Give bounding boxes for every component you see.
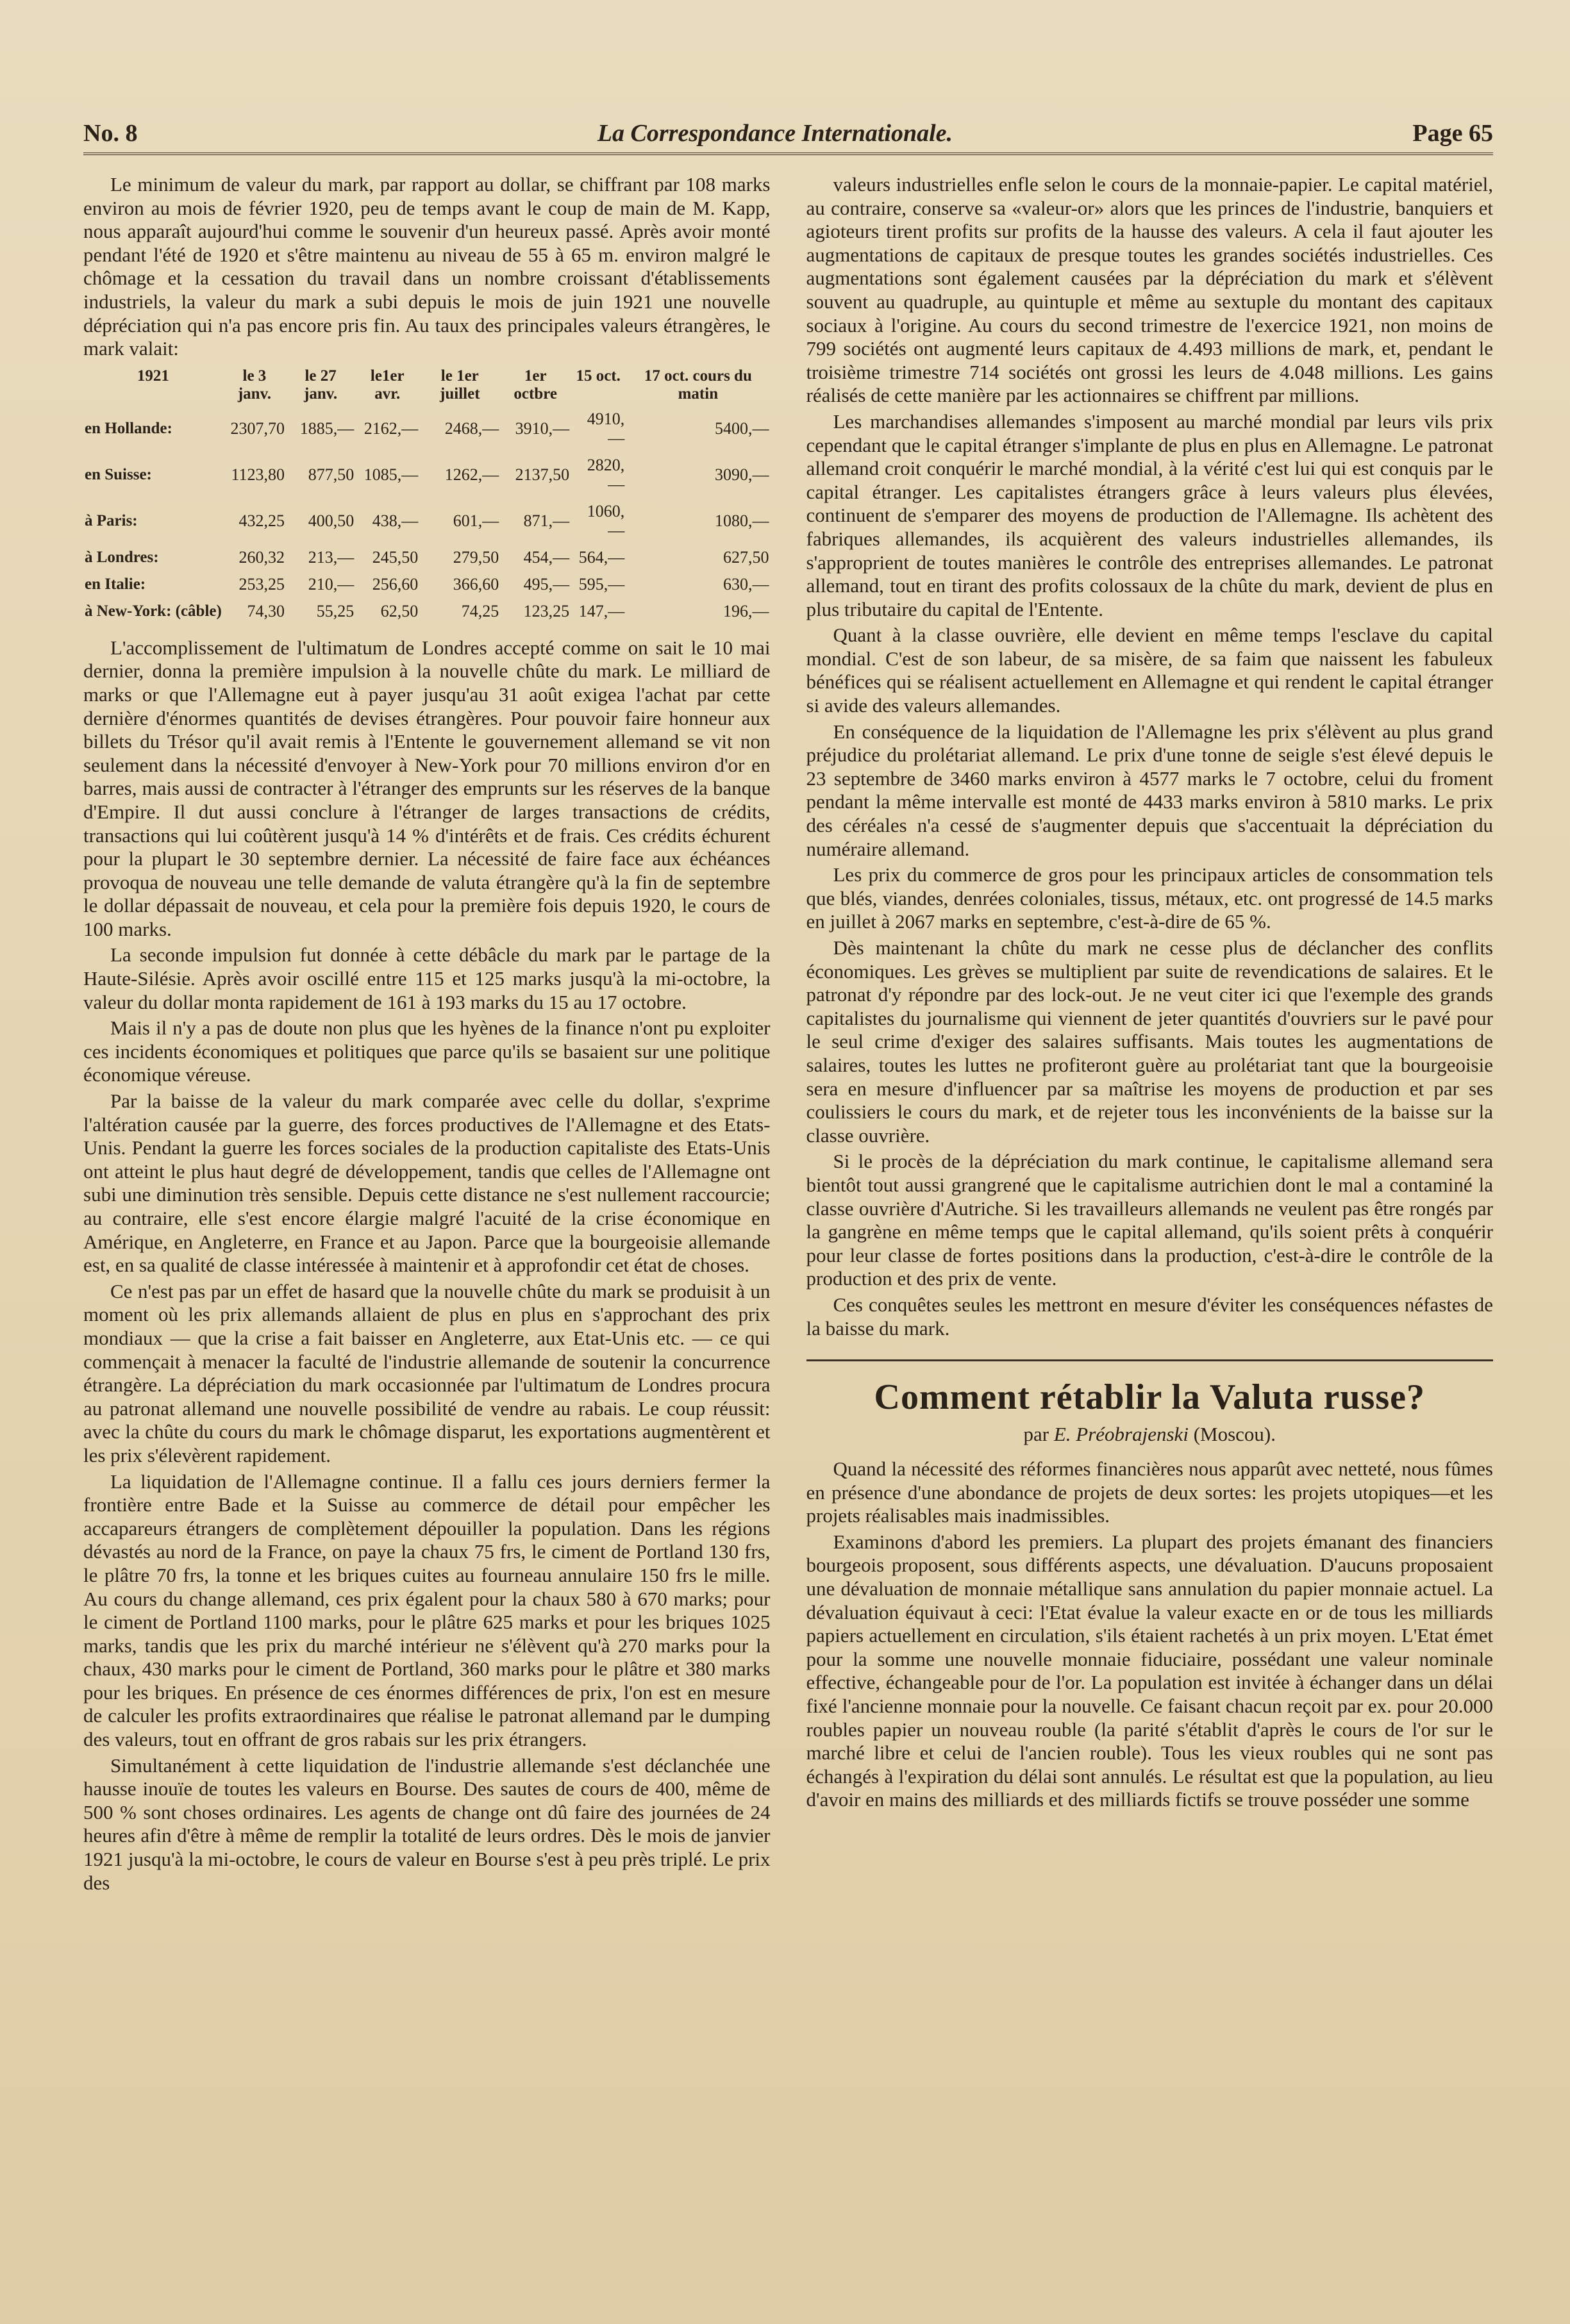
table-row — [83, 406, 771, 452]
table-cell: 438,— — [372, 511, 419, 530]
columns — [83, 173, 1493, 2286]
byline-prefix: par — [1023, 1423, 1049, 1446]
paragraph: Mais il n'y a pas de doute non plus que les hyènes de la finance n'ont pu exploiter ces incidents économiques et politiques que parce qu'ils se basaient sur une politique économique véreuse. — [83, 1017, 771, 1086]
paragraph: La seconde impulsion fut donnée à cette débâcle du mark par le partage de la Haute-Silésie. Après avoir oscillé entre 115 et 125 marks jusqu'à la mi-octobre, la valeur du dollar monta rapidement de 161 à 193 marks du 15 au 17 octobre. — [83, 943, 771, 1013]
table-cell: 564,— — [578, 547, 625, 567]
table-cell: 1123,80 — [231, 465, 285, 484]
article-title: Comment rétablir la Valuta russe? — [874, 1377, 1425, 1418]
table-cell: 366,60 — [453, 574, 499, 593]
table-cell: 454,— — [523, 547, 570, 567]
table-header: le 1er juillet — [440, 367, 480, 403]
issue-number: No. 8 — [83, 120, 138, 147]
table-cell: 213,— — [308, 547, 355, 567]
paragraph: En conséquence de la liquidation de l'Allemagne les prix s'élèvent au plus grand préjudice du prolétariat allemand. Le prix d'une tonne de seigle s'est élevé depuis le 23 septembre de 3460 marks environ à 4577 marks le 7 octobre, celui du froment pendant la même intervalle est monté de 4433 marks environ à 5810 marks. Le prix des céréales n'a cessé de s'augmenter depuis que s'accentuait la dépréciation du numéraire allemand. — [806, 720, 1493, 860]
paragraph: Le minimum de valeur du mark, par rapport au dollar, se chiffrant par 108 marks environ au mois de février 1920, peu de temps avant le coup de main de M. Kapp, nous apparaît aujourd'hui comme le souvenir d'un heureux passé. Après avoir monté pendant l'été de 1920 et s'être maintenu au niveau de 55 à 65 m. environ malgré le chômage et la cessation du travail dans un nombre croissant d'établissements industriels, la valeur du mark a subi depuis le mois de juin 1921 une nouvelle dépréciation qui n'a pas encore pris fin. Au taux des principales valeurs étrangères, le mark valait: — [83, 173, 771, 360]
paragraph: Les marchandises allemandes s'imposent au marché mondial par leurs vils prix cependant que le capital étranger s'implante de plus en plus en Allemagne. Le patronat allemand croit conquérir le marché mondial, à la vérité c'est lui qui est conquis par le capital étranger. Les capitalistes étrangers grâce à leurs valeurs plus élevées, continuent de s'emparer des moyens de production de l'Allemagne. Ils achètent des fabriques allemandes, ils acquièrent des valeurs industrielles allemandes, ils s'approprient de toutes manières le contrôle des entreprises allemandes. Le patronat allemand, tout en tirant des profits colossaux de la chûte du mark, devient de plus en plus tributaire du capital de l'Entente. — [806, 410, 1493, 620]
table-cell: 2162,— — [363, 419, 419, 438]
header-rule — [83, 153, 1493, 155]
row-label: à New-York: (câble) — [85, 602, 222, 620]
table-cell: 877,50 — [308, 465, 355, 484]
table-row — [83, 498, 771, 544]
table-header: le 3 janv. — [237, 367, 271, 403]
table-cell: 3910,— — [515, 419, 570, 438]
table-row — [83, 452, 771, 498]
article-author: E. Préobrajenski — [1053, 1423, 1189, 1446]
row-label: en Italie: — [85, 575, 146, 593]
table-cell: 627,50 — [723, 547, 769, 567]
table-cell: 595,— — [578, 574, 625, 593]
table-row — [83, 598, 771, 625]
table-cell: 74,25 — [461, 601, 499, 620]
article-separator — [806, 1359, 1494, 1361]
table-header: 17 oct. cours du matin — [644, 367, 752, 403]
table-cell: 260,32 — [238, 547, 285, 567]
table-cell: 2468,— — [444, 419, 499, 438]
table-cell: 147,— — [578, 601, 625, 620]
row-label: en Suisse: — [85, 465, 152, 483]
table-row — [83, 571, 771, 598]
table-row — [83, 544, 771, 571]
table-cell: 123,25 — [523, 601, 570, 620]
page-header — [83, 109, 1493, 147]
column-right — [806, 173, 1494, 2286]
table-cell: 1885,— — [299, 419, 355, 438]
table-cell: 256,60 — [372, 574, 419, 593]
table-cell: 871,— — [523, 511, 570, 530]
paragraph: L'accomplissement de l'ultimatum de Londres accepté comme on sait le 10 mai dernier, donna la première impulsion à la nouvelle chûte du mark. Le milliard de marks or que l'Allemagne eut à payer jusqu'au 31 août exigea l'achat par cette dernière d'énormes quantités de devises étrangères. Pour pouvoir faire honneur aux billets du Trésor qu'il avait remis à l'Entente le gouvernement allemand se vit non seulement dans la nécessité d'envoyer à New-York pour 70 millions environ d'or en barres, mais aussi de contracter à l'étranger des emprunts sur les réserves de la banque d'Empire. Il dut aussi conclure à l'étranger de larges transactions de crédits, transactions qui lui coûtèrent jusqu'à 14 % d'intérêts et de frais. Ces crédits échurent pour la plupart le 30 septembre dernier. La nécessité de faire face aux échéances provoqua de nouveau une telle demande de valuta étrangère qu'à la fin de septembre le dollar dépassait de nouveau, et cela pour la première fois depuis 1920, le cours de 100 marks. — [83, 636, 771, 940]
table-cell: 1080,— — [715, 511, 769, 530]
table-cell: 400,50 — [308, 511, 355, 530]
exchange-rate-table — [83, 365, 771, 625]
page-number: Page 65 — [1412, 120, 1493, 147]
paragraph: Quand la nécessité des réformes financières nous apparût avec netteté, nous fûmes en présence d'une abondance de projets de deux sortes: les projets utopiques—et les projets réalisables mais inadmissibles. — [806, 1457, 1493, 1527]
table-cell: 601,— — [453, 511, 499, 530]
table-header: 15 oct. — [576, 367, 621, 385]
article-place: (Moscou). — [1193, 1423, 1276, 1446]
table-cell: 279,50 — [453, 547, 499, 567]
row-label: à Londres: — [85, 548, 159, 566]
table-cell: 55,25 — [316, 601, 355, 620]
paragraph: Ces conquêtes seules les mettront en mesure d'éviter les conséquences néfastes de la baisse du mark. — [806, 1293, 1493, 1340]
table-cell: 62,50 — [380, 601, 419, 620]
table-cell: 245,50 — [372, 547, 419, 567]
table-cell: 495,— — [523, 574, 570, 593]
table-cell: 253,25 — [238, 574, 285, 593]
table-header: le1er avr. — [370, 367, 405, 403]
table-header-row — [83, 365, 771, 406]
table-header: 1921 — [137, 367, 169, 385]
table-cell: 1262,— — [444, 465, 499, 484]
table-cell: 3090,— — [715, 465, 769, 484]
table-cell: 1085,— — [363, 465, 419, 484]
table-header: le 27 janv. — [304, 367, 338, 403]
row-label: à Paris: — [85, 511, 138, 529]
table-cell: 2307,70 — [230, 419, 285, 438]
table-cell: 74,30 — [247, 601, 285, 620]
paragraph: Dès maintenant la chûte du mark ne cesse plus de déclancher des conflits économiques. Les grèves se multiplient par suite de revendications de salaires. Et le patronat d'y répondre par des lock-out. Je ne veut citer ici que l'exemple des grands capitalistes du journalisme qui viennent de jeter quantités d'ouvriers sur le pavé pour le seul crime d'exiger des salaires suffisants. Mais toutes les augmentations de salaires, toutes les luttes ne profiteront guère au prolétariat tant que la bourgeoisie sera en mesure d'influencer par sa maîtrise les moyens de production et par ses coulissiers le cours du mark, et de rejeter tous les inconvénients de la baisse sur la classe ouvrière. — [806, 936, 1493, 1147]
paragraph: Quant à la classe ouvrière, elle devient en même temps l'esclave du capital mondial. C'est de son labeur, de sa misère, de sa faim que naissent les fabuleux bénéfices qui se réalisent actuellement en Allemagne et qui rendent le capital étranger si avide des valeurs allemandes. — [806, 624, 1493, 717]
column-left — [83, 173, 771, 2286]
journal-title: La Correspondance Internationale. — [597, 120, 953, 147]
table-cell: 210,— — [308, 574, 355, 593]
table-cell: 432,25 — [238, 511, 285, 530]
table-header: 1er octbre — [514, 367, 557, 403]
paragraph: Par la baisse de la valeur du mark comparée avec celle du dollar, s'exprime l'altération causée par la guerre, des forces productives de l'Allemagne et des Etats-Unis. Pendant la guerre les forces sociales de la production capitaliste des Etats-Unis ont atteint le plus haut degré de développement, tandis que celles de l'Allemagne ont subi une diminution très sensible. Depuis cette distance ne s'est nullement raccourcie; au contraire, elle s'est encore élargie malgré l'acuité de la crise économique en Amérique, en Angleterre, en France et au Japon. Parce que la bourgeoisie allemande est, en sa qualité de classe intéressée à maintenir et à approfondir cet état de choses. — [83, 1090, 771, 1277]
paragraph: Si le procès de la dépréciation du mark continue, le capitalisme allemand sera bientôt tout aussi grangrené que le capitalisme autrichien dont le mal a contaminé la classe ouvrière d'Autriche. Si les travailleurs allemands ne veulent pas être rongés par la gangrène en même temps que le capital allemand, qu'ils soient prêts à conquérir pour leur classe de fortes positions dans la production, c'est-à-dire le contrôle de la production et des prix de vente. — [806, 1150, 1493, 1290]
paragraph: La liquidation de l'Allemagne continue. Il a fallu ces jours derniers fermer la frontière entre Bade et la Suisse au commerce de détail pour empêcher les accapareurs étrangers de complètement dépouiller la population. Dans les régions dévastés au nord de la France, on paye la chaux 75 frs, le ciment de Portland 130 frs, le plâtre 70 frs, la tonne et les briques cuites au fourneau annulaire 150 frs le mille. Au cours du change allemand, ces prix égalent pour la chaux 580 à 670 marks; pour le ciment de Portland 1100 marks, pour le plâtre 625 marks et pour les briques 1025 marks, tandis que les prix du marché intérieur ne s'élèvent qu'à 270 marks pour la chaux, 430 marks pour le ciment de Portland, 360 marks pour le plâtre et 380 marks pour les briques. En présence de ces énormes différences de prix, l'on est en mesure de calculer les profits extraordinaires que réalise le patronat allemand par le dumping des valeurs, tout en offrant de gros rabais sur les prix étrangers. — [83, 1470, 771, 1751]
article-byline — [806, 1423, 1494, 1446]
table-cell: 2137,50 — [515, 465, 570, 484]
row-label: en Hollande: — [85, 419, 172, 437]
table-cell: 4910,— — [587, 409, 625, 447]
table-cell: 196,— — [723, 601, 769, 620]
table-cell: 2820,— — [587, 455, 625, 494]
paragraph: valeurs industrielles enfle selon le cours de la monnaie-papier. Le capital matériel, au contraire, conserve sa «valeur-or» alors que les princes de l'industrie, banquiers et agioteurs tirent profits sur profits de la hausse des valeurs. A cela il faut ajouter les augmentations de capitaux de presque toutes les grandes sociétés industrielles. Ces augmentations sont également causées par la dépréciation du mark et s'élèvent souvent au quadruple, au quintuple et même au sextuple du montant des capitaux sociaux à l'origine. Au cours du second trimestre de l'exercice 1921, non moins de 799 sociétés ont augmenté leurs capitaux de 4.493 millions de mark, et, pendant le troisième trimestre 714 sociétés ont grossi les leurs de 4.048 millions. Les gains réalisés de cette manière par les actionnaires se chiffrent par millions. — [806, 173, 1493, 407]
table-cell: 630,— — [723, 574, 769, 593]
table-cell: 1060,— — [587, 501, 625, 540]
table-cell: 5400,— — [715, 419, 769, 438]
paragraph: Simultanément à cette liquidation de l'industrie allemande s'est déclanchée une hausse inouïe de toutes les valeurs en Bourse. Des sautes de cours de 400, même de 500 % sont choses ordinaires. Les agents de change ont dû faire des journées de 24 heures afin d'être à même de remplir la totalité de leurs ordres. Dès le mois de janvier 1921 jusqu'à la mi-octobre, le cours de valeur en Bourse s'est à peu près triplé. Le prix des — [83, 1754, 771, 1894]
paragraph: Examinons d'abord les premiers. La plupart des projets émanant des financiers bourgeois proposent, sous différents aspects, une dévaluation. D'aucuns proposaient une dévaluation de monnaie métallique sans annulation du papier monnaie actuel. La dévaluation équivaut à ceci: l'Etat évalue la valeur exacte en or de tous les milliards papiers actuellement en circulation, s'ils étaient rachetés à un prix moyen. L'Etat émet pour la somme une nouvelle monnaie fiduciaire, possédant une valeur nominale effective, échangeable pour de l'or. La population est invitée à échanger dans un délai fixé l'ancienne monnaie pour la nouvelle. Ce faisant chacun reçoit par ex. pour 20.000 roubles papier un nouveau rouble (la parité s'établit d'après le cours de l'or sur le marché libre et celui de l'ancien rouble). Tous les vieux roubles qui ne sont pas échangés à l'expiration du délai sont annulés. Le résultat est que la population, au lieu d'avoir en mains des milliards et des milliards fictifs se trouve posséder une somme — [806, 1530, 1493, 1811]
paragraph: Ce n'est pas par un effet de hasard que la nouvelle chûte du mark se produisit à un moment où les prix allemands allaient de plus en plus en s'approchant des prix mondiaux — que la crise a fait baisser en Angleterre, aux Etat-Unis etc. — ce qui commençait à menacer la faculté de l'industrie allemande de soutenir la concurrence étrangère. La dépréciation du mark occasionnée par l'ultimatum de Londres procura au patronat allemand une nouvelle possibilité de vendre au rabais. Le coup réussit: avec la chûte du cours du mark le chômage disparut, les exportations augmentèrent et les prix s'élevèrent rapidement. — [83, 1279, 771, 1466]
paragraph: Les prix du commerce de gros pour les principaux articles de consommation tels que blés, viandes, denrées coloniales, tissus, métaux, etc. ont progressé de 14.5 marks en juillet à 2067 marks en septembre, c'est-à-dire de 65 %. — [806, 863, 1493, 933]
